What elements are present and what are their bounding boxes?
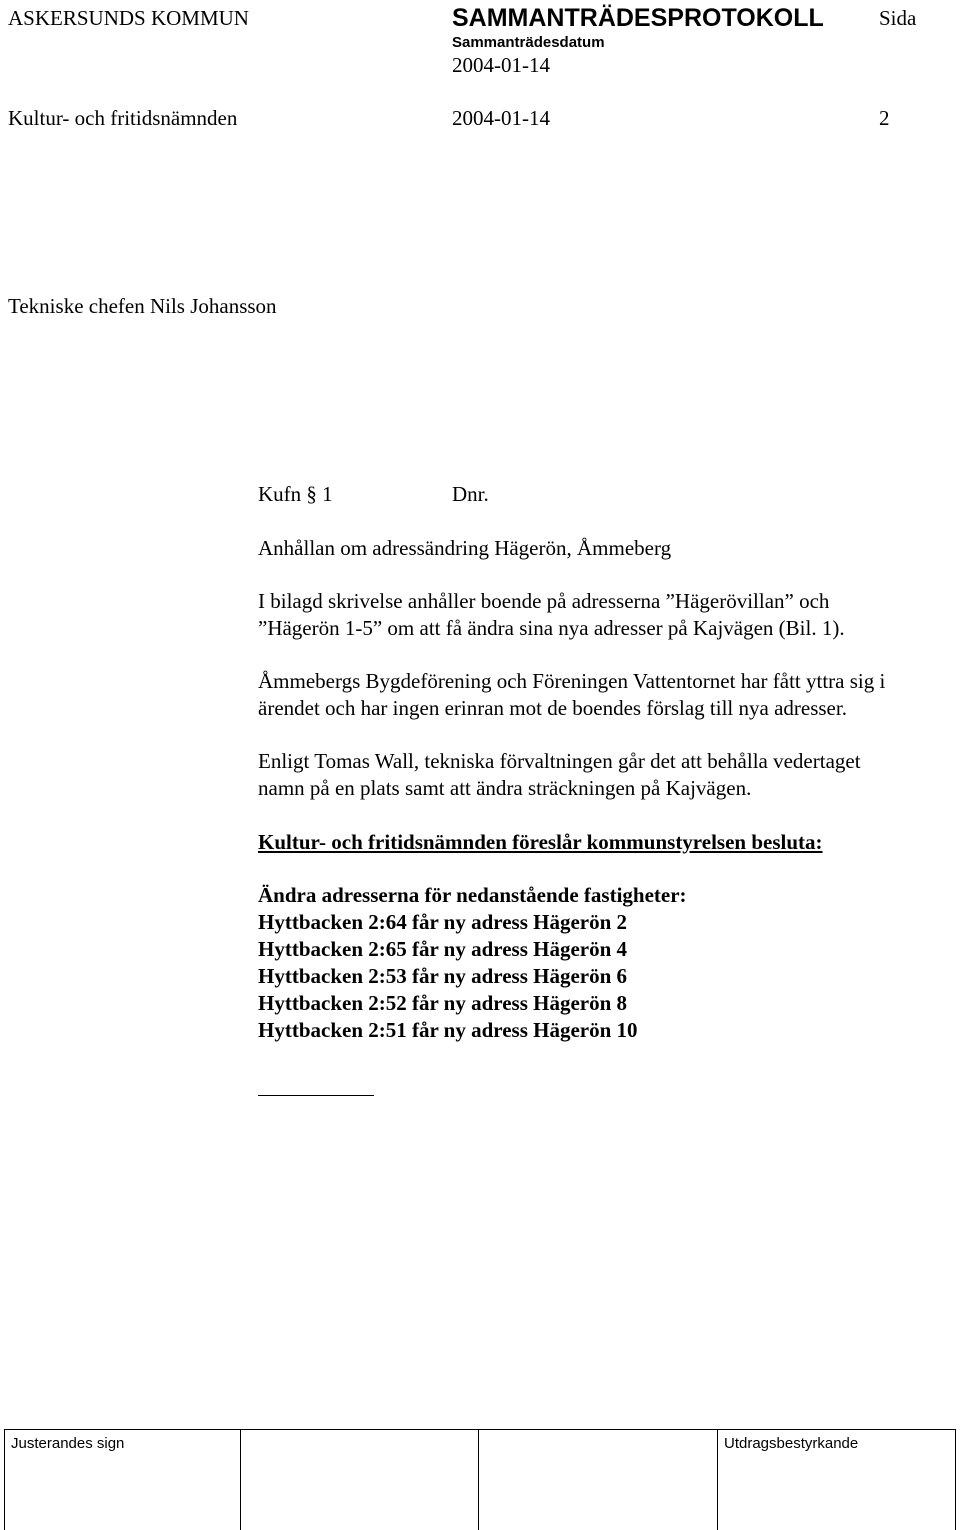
paragraph-line: ”Hägerön 1-5” om att få ändra sina nya adresser på Kajvägen (Bil. 1).	[258, 616, 845, 640]
decision-line: Hyttbacken 2:65 får ny adress Hägerön 4	[258, 937, 628, 961]
proposal-heading: Kultur- och fritidsnämnden föreslår kommunstyrelsen besluta:	[258, 830, 823, 854]
footer-signature-table	[4, 1429, 956, 1530]
item-subject: Anhållan om adressändring Hägerön, Åmmeberg	[258, 536, 672, 560]
paragraph-line: Enligt Tomas Wall, tekniska förvaltningen går det att behålla vedertaget	[258, 749, 861, 773]
paragraph-technical	[258, 748, 861, 802]
paragraph-line: ärendet och har ingen erinran mot de boendes förslag till nya adresser.	[258, 696, 847, 720]
decision-list	[258, 882, 687, 1044]
committee-date: 2004-01-14	[452, 106, 550, 130]
page-label: Sida	[879, 6, 917, 30]
decision-line: Hyttbacken 2:64 får ny adress Hägerön 2	[258, 910, 628, 934]
footer-cell-excerpt	[718, 1430, 955, 1530]
paragraph-associations	[258, 668, 885, 722]
meeting-date: 2004-01-14	[452, 53, 550, 77]
dnr-label: Dnr.	[452, 482, 489, 506]
document-title: SAMMANTRÄDESPROTOKOLL	[452, 4, 824, 32]
page-number: 2	[879, 106, 890, 130]
footnote-rule	[258, 1095, 374, 1096]
paragraph-line: namn på en plats samt att ändra sträckningen på Kajvägen.	[258, 776, 752, 800]
paragraph-line: Åmmebergs Bygdeförening och Föreningen Vattentornet har fått yttra sig i	[258, 669, 886, 693]
footer-cell-empty	[479, 1430, 718, 1530]
excerpt-label: Utdragsbestyrkande	[724, 1435, 859, 1452]
footer-cell-sign	[5, 1430, 241, 1530]
decision-line: Ändra adresserna för nedanstående fastigheter:	[258, 883, 687, 907]
footer-cell-empty	[241, 1430, 479, 1530]
paragraph-line: I bilagd skrivelse anhåller boende på adresserna ”Hägerövillan” och	[258, 589, 830, 613]
meeting-date-label: Sammanträdesdatum	[452, 34, 605, 51]
paragraph-request	[258, 588, 845, 642]
paragraph-id: Kufn § 1	[258, 482, 333, 506]
decision-line: Hyttbacken 2:53 får ny adress Hägerön 6	[258, 964, 628, 988]
decision-line: Hyttbacken 2:51 får ny adress Hägerön 10	[258, 1018, 638, 1042]
sign-label: Justerandes sign	[11, 1435, 125, 1452]
committee-name: Kultur- och fritidsnämnden	[8, 106, 238, 130]
organization-name: ASKERSUNDS KOMMUN	[8, 6, 249, 30]
signatory: Tekniske chefen Nils Johansson	[8, 294, 277, 318]
decision-line: Hyttbacken 2:52 får ny adress Hägerön 8	[258, 991, 628, 1015]
